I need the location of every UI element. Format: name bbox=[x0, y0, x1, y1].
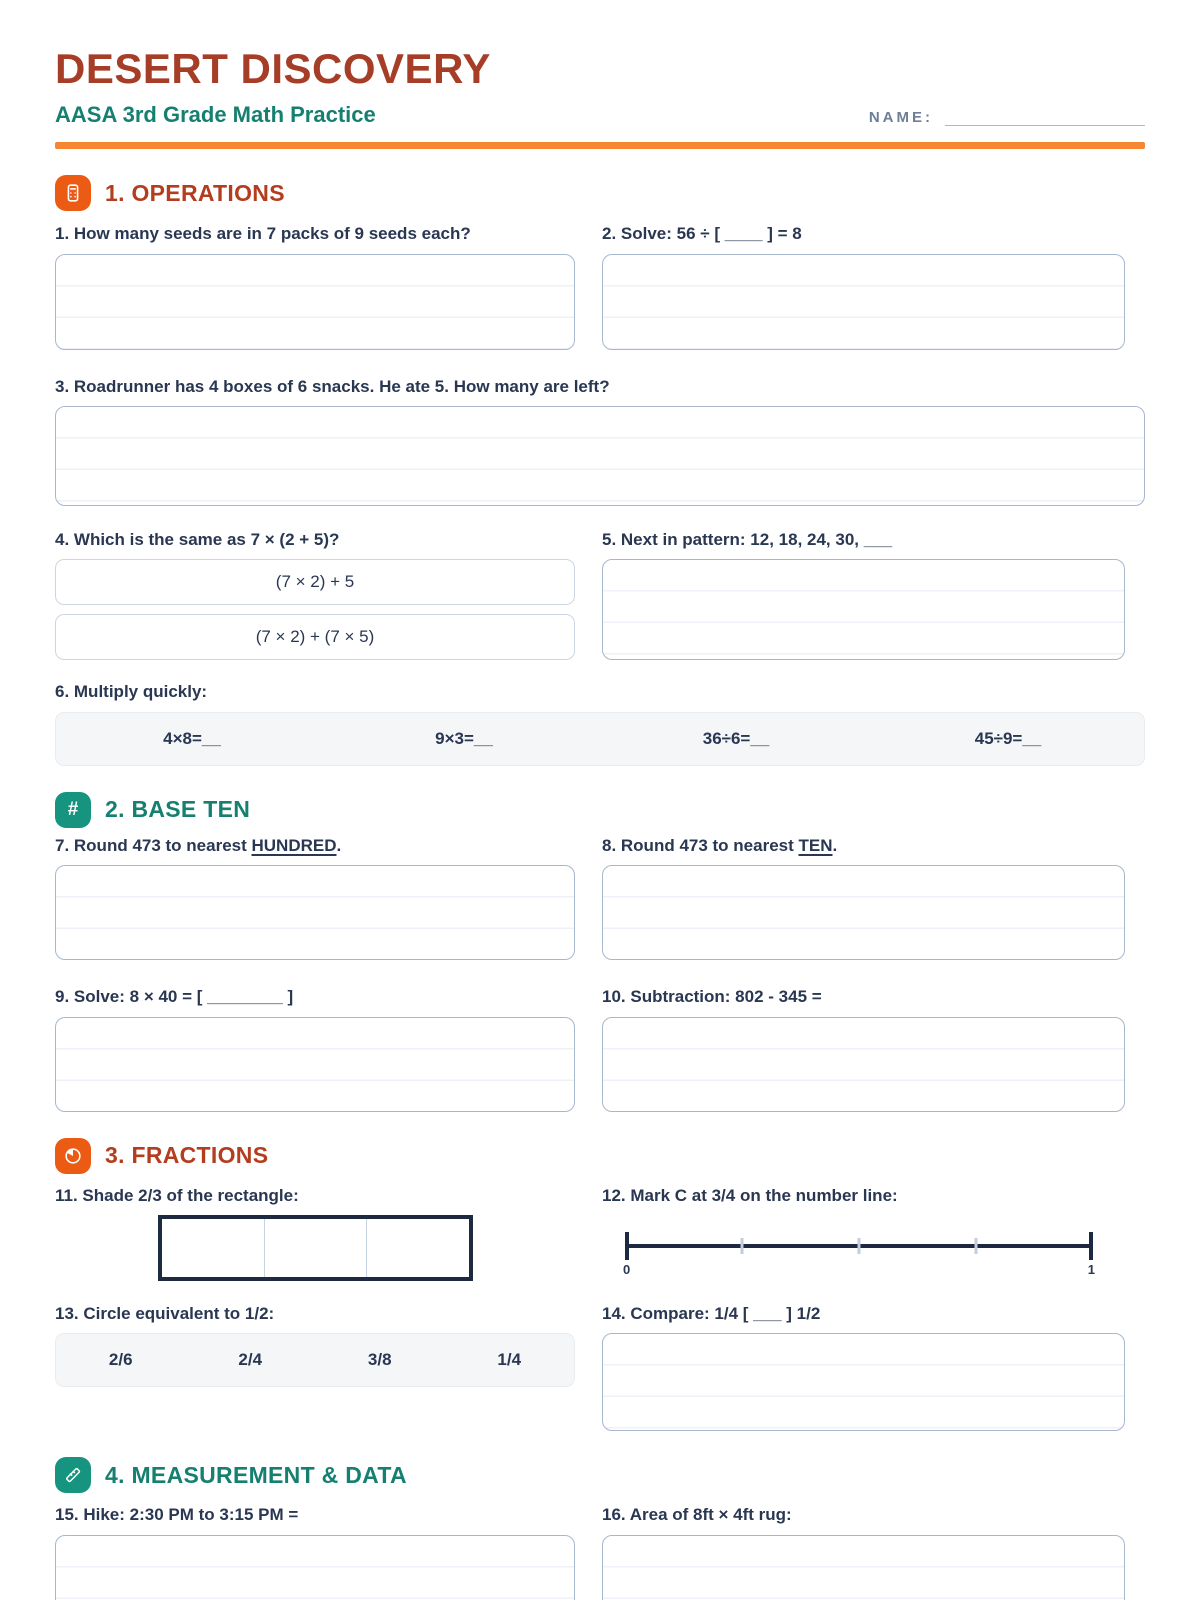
q5-label: 5. Next in pattern: 12, 18, 24, 30, ___ bbox=[602, 529, 893, 549]
q8-answer-box[interactable] bbox=[602, 865, 1125, 960]
q3-label: 3. Roadrunner has 4 boxes of 6 snacks. He ate 5. How many are left? bbox=[55, 376, 610, 396]
number-line-quarter-tick-1 bbox=[741, 1238, 744, 1254]
section-fractions-header bbox=[55, 1138, 1145, 1174]
row-q1-q2 bbox=[55, 224, 1145, 349]
q16-label: 16. Area of 8ft × 4ft rug: bbox=[602, 1505, 792, 1525]
q15-answer-box[interactable] bbox=[55, 1535, 575, 1600]
q6-item-1[interactable]: 4×8=__ bbox=[163, 728, 221, 748]
q4-block bbox=[55, 530, 575, 660]
q6-item-2[interactable]: 9×3=__ bbox=[435, 728, 493, 748]
q7-underlined-word: HUNDRED bbox=[251, 835, 337, 855]
q10-block bbox=[602, 987, 1125, 1111]
q7-label: 7. Round 473 to nearest HUNDRED. bbox=[55, 835, 342, 855]
q14-block bbox=[602, 1304, 1125, 1431]
q13-option-4[interactable]: 1/4 bbox=[497, 1350, 522, 1370]
calculator-icon bbox=[55, 175, 91, 211]
q13-option-2[interactable]: 2/4 bbox=[238, 1350, 263, 1370]
q13-option-3[interactable]: 3/8 bbox=[367, 1350, 392, 1370]
number-line-left-tick bbox=[625, 1232, 629, 1260]
ruler-icon bbox=[55, 1457, 91, 1493]
row-q15-q16 bbox=[55, 1505, 1145, 1600]
q13-options-strip bbox=[55, 1333, 575, 1387]
q1-answer-box[interactable] bbox=[55, 254, 575, 350]
q12-block bbox=[602, 1186, 1125, 1282]
section-base-ten-header bbox=[55, 792, 1145, 828]
q1-block bbox=[55, 224, 575, 349]
q14-label: 14. Compare: 1/4 [ ___ ] 1/2 bbox=[602, 1303, 821, 1323]
q4-option-1[interactable]: (7 × 2) + 5 bbox=[55, 559, 575, 605]
q3-answer-box[interactable] bbox=[55, 406, 1145, 506]
header-subrow bbox=[55, 102, 1145, 128]
section-operations-title: 1. OPERATIONS bbox=[105, 179, 285, 206]
q13-option-1[interactable]: 2/6 bbox=[108, 1350, 133, 1370]
q10-answer-box[interactable] bbox=[602, 1017, 1125, 1112]
q1-label: 1. How many seeds are in 7 packs of 9 seeds each? bbox=[55, 224, 471, 244]
q9-block bbox=[55, 987, 575, 1111]
q6-item-3[interactable]: 36÷6=__ bbox=[702, 728, 770, 748]
q11-label: 11. Shade 2/3 of the rectangle: bbox=[55, 1185, 299, 1205]
row-q11-q12 bbox=[55, 1186, 1145, 1282]
number-line-quarter-tick-3 bbox=[975, 1238, 978, 1254]
q5-answer-box[interactable] bbox=[602, 559, 1125, 660]
q11-cell-3[interactable] bbox=[367, 1219, 469, 1277]
q6-block bbox=[55, 682, 1145, 765]
q16-block bbox=[602, 1505, 1125, 1600]
q2-label: 2. Solve: 56 ÷ [ ____ ] = 8 bbox=[602, 224, 802, 244]
q11-cell-1[interactable] bbox=[162, 1219, 265, 1277]
q8-block bbox=[602, 836, 1125, 960]
q6-fact-strip bbox=[55, 712, 1145, 766]
row-q4-q5 bbox=[55, 530, 1145, 660]
q11-block bbox=[55, 1186, 575, 1282]
q2-block bbox=[602, 224, 1125, 349]
hash-icon: # bbox=[55, 792, 91, 828]
section-base-ten-title: 2. BASE TEN bbox=[105, 796, 251, 823]
section-fractions-title: 3. FRACTIONS bbox=[105, 1142, 269, 1169]
orange-divider bbox=[55, 142, 1145, 149]
q4-label: 4. Which is the same as 7 × (2 + 5)? bbox=[55, 529, 340, 549]
q9-answer-box[interactable] bbox=[55, 1017, 575, 1112]
name-field-group bbox=[869, 106, 1145, 128]
q12-label: 12. Mark C at 3/4 on the number line: bbox=[602, 1185, 898, 1205]
q9-label: 9. Solve: 8 × 40 = [ ________ ] bbox=[55, 987, 294, 1007]
name-input[interactable] bbox=[945, 106, 1145, 126]
section-operations-header bbox=[55, 175, 1145, 211]
q11-cell-2[interactable] bbox=[265, 1219, 368, 1277]
q8-label: 8. Round 473 to nearest TEN. bbox=[602, 835, 838, 855]
q15-label: 15. Hike: 2:30 PM to 3:15 PM = bbox=[55, 1505, 299, 1525]
q13-label: 13. Circle equivalent to 1/2: bbox=[55, 1303, 275, 1323]
q4-option-2[interactable]: (7 × 2) + (7 × 5) bbox=[55, 614, 575, 660]
q12-number-line[interactable] bbox=[625, 1220, 1093, 1282]
section-measurement-header bbox=[55, 1457, 1145, 1493]
q6-label: 6. Multiply quickly: bbox=[55, 682, 208, 702]
q11-fraction-rectangle[interactable] bbox=[158, 1215, 473, 1281]
q10-label: 10. Subtraction: 802 - 345 = bbox=[602, 987, 822, 1007]
q14-answer-box[interactable] bbox=[602, 1333, 1125, 1431]
q5-block bbox=[602, 530, 1125, 660]
q3-block bbox=[55, 377, 1145, 506]
q16-answer-box[interactable] bbox=[602, 1535, 1125, 1600]
number-line-end-label: 1 bbox=[1087, 1261, 1095, 1277]
number-line-quarter-tick-2 bbox=[858, 1238, 861, 1254]
page-subtitle: AASA 3rd Grade Math Practice bbox=[55, 102, 376, 128]
q2-answer-box[interactable] bbox=[602, 254, 1125, 350]
number-line-start-label: 0 bbox=[623, 1261, 631, 1277]
q7-block bbox=[55, 836, 575, 960]
q7-answer-box[interactable] bbox=[55, 865, 575, 960]
number-line-right-tick bbox=[1089, 1232, 1093, 1260]
q8-underlined-word: TEN bbox=[798, 835, 833, 855]
q6-item-4[interactable]: 45÷9=__ bbox=[974, 728, 1042, 748]
q15-block bbox=[55, 1505, 575, 1600]
row-q7-q8 bbox=[55, 836, 1145, 960]
name-label: NAME: bbox=[868, 109, 933, 127]
page-title: DESERT DISCOVERY bbox=[55, 45, 491, 92]
row-q13-q14 bbox=[55, 1304, 1145, 1431]
pie-chart-icon bbox=[55, 1138, 91, 1174]
q13-block bbox=[55, 1304, 575, 1431]
row-q9-q10 bbox=[55, 987, 1145, 1111]
section-measurement-title: 4. MEASUREMENT & DATA bbox=[105, 1461, 407, 1488]
